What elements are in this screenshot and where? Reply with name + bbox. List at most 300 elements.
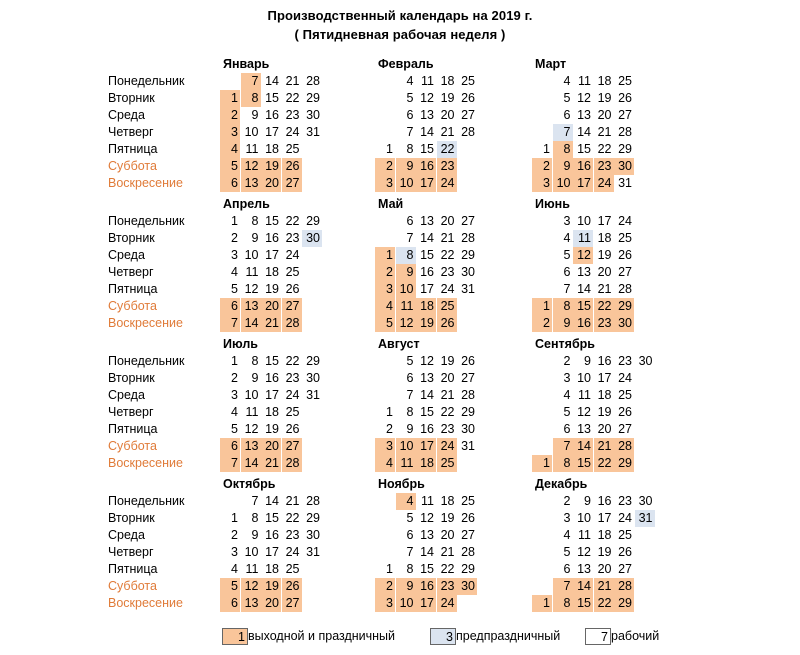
day-cell: 18 bbox=[265, 142, 279, 156]
day-cell: 27 bbox=[461, 108, 475, 122]
day-cell: 1 bbox=[231, 354, 238, 368]
weekday-label: Вторник bbox=[108, 91, 155, 105]
day-cell: 7 bbox=[220, 455, 240, 472]
day-cell: 20 bbox=[597, 422, 612, 436]
day-cell: 17 bbox=[265, 388, 279, 402]
day-cell: 5 bbox=[406, 91, 414, 105]
day-cell: 19 bbox=[440, 511, 455, 525]
day-cell: 24 bbox=[285, 545, 300, 559]
day-cell: 2 bbox=[220, 107, 240, 124]
day-cell: 21 bbox=[597, 125, 612, 139]
weekday-label: Суббота bbox=[108, 579, 157, 593]
weekday-label: Среда bbox=[108, 108, 145, 122]
day-cell: 11 bbox=[573, 230, 593, 247]
month-name: Август bbox=[378, 337, 420, 351]
day-cell: 12 bbox=[573, 247, 593, 264]
day-cell: 10 bbox=[244, 388, 259, 402]
day-cell: 5 bbox=[406, 511, 414, 525]
day-cell: 11 bbox=[245, 405, 259, 419]
day-cell: 8 bbox=[251, 354, 259, 368]
day-cell: 4 bbox=[563, 528, 571, 542]
day-cell: 31 bbox=[461, 439, 475, 453]
weekday-label: Воскресение bbox=[108, 456, 183, 470]
day-cell: 31 bbox=[306, 125, 320, 139]
day-cell: 8 bbox=[406, 142, 414, 156]
day-cell: 9 bbox=[584, 494, 591, 508]
day-cell: 24 bbox=[618, 371, 632, 385]
day-cell: 20 bbox=[597, 265, 612, 279]
day-cell: 12 bbox=[577, 91, 591, 105]
day-cell: 25 bbox=[285, 405, 300, 419]
day-cell: 25 bbox=[461, 494, 475, 508]
day-cell: 21 bbox=[285, 494, 300, 508]
day-cell: 19 bbox=[265, 422, 279, 436]
day-cell: 15 bbox=[265, 354, 279, 368]
day-cell: 31 bbox=[306, 545, 320, 559]
day-cell: 16 bbox=[416, 158, 436, 175]
day-cell: 23 bbox=[440, 265, 455, 279]
day-cell: 4 bbox=[231, 405, 238, 419]
day-cell: 6 bbox=[220, 438, 240, 455]
day-cell: 2 bbox=[532, 315, 552, 332]
weekday-label: Понедельник bbox=[108, 354, 185, 368]
day-cell: 8 bbox=[553, 595, 573, 612]
day-cell: 30 bbox=[306, 528, 320, 542]
day-cell: 28 bbox=[282, 315, 302, 332]
day-cell: 1 bbox=[532, 455, 552, 472]
day-cell: 6 bbox=[220, 175, 240, 192]
day-cell: 25 bbox=[618, 388, 632, 402]
day-cell: 7 bbox=[220, 315, 240, 332]
day-cell: 12 bbox=[420, 91, 434, 105]
day-cell: 25 bbox=[461, 74, 475, 88]
day-cell: 11 bbox=[245, 265, 259, 279]
day-cell: 24 bbox=[437, 438, 457, 455]
day-cell: 13 bbox=[420, 108, 434, 122]
day-cell: 29 bbox=[306, 91, 320, 105]
day-cell: 29 bbox=[461, 562, 475, 576]
day-cell: 15 bbox=[265, 214, 279, 228]
day-cell: 31 bbox=[306, 388, 320, 402]
weekday-label: Четверг bbox=[108, 125, 154, 139]
day-cell: 17 bbox=[265, 125, 279, 139]
day-cell: 7 bbox=[563, 282, 571, 296]
day-cell: 22 bbox=[285, 511, 300, 525]
day-cell: 6 bbox=[220, 298, 240, 315]
day-cell: 28 bbox=[461, 388, 475, 402]
weekday-label: Среда bbox=[108, 388, 145, 402]
day-cell: 3 bbox=[375, 438, 395, 455]
day-cell: 4 bbox=[563, 388, 571, 402]
day-cell: 29 bbox=[614, 298, 634, 315]
day-cell: 29 bbox=[306, 354, 320, 368]
day-cell: 17 bbox=[420, 282, 434, 296]
day-cell: 30 bbox=[638, 494, 653, 508]
day-cell: 29 bbox=[618, 142, 632, 156]
day-cell: 19 bbox=[597, 545, 612, 559]
day-cell: 5 bbox=[220, 158, 240, 175]
day-cell: 29 bbox=[614, 595, 634, 612]
day-cell: 28 bbox=[461, 125, 475, 139]
day-cell: 11 bbox=[578, 528, 591, 542]
day-cell: 15 bbox=[420, 405, 434, 419]
day-cell: 9 bbox=[553, 158, 573, 175]
day-cell: 11 bbox=[578, 388, 591, 402]
day-cell: 18 bbox=[597, 231, 612, 245]
day-cell: 22 bbox=[440, 248, 455, 262]
day-cell: 30 bbox=[638, 354, 653, 368]
day-cell: 9 bbox=[251, 108, 259, 122]
day-cell: 21 bbox=[440, 388, 455, 402]
day-cell: 7 bbox=[251, 494, 259, 508]
day-cell: 26 bbox=[282, 158, 302, 175]
day-cell: 7 bbox=[406, 545, 414, 559]
day-cell: 22 bbox=[440, 562, 455, 576]
weekday-label: Понедельник bbox=[108, 494, 185, 508]
day-cell: 19 bbox=[261, 158, 281, 175]
day-cell: 10 bbox=[244, 545, 259, 559]
day-cell: 29 bbox=[614, 455, 634, 472]
day-cell: 15 bbox=[573, 455, 593, 472]
day-cell: 14 bbox=[420, 231, 434, 245]
month-name: Июль bbox=[223, 337, 258, 351]
day-cell: 1 bbox=[543, 142, 550, 156]
day-cell: 26 bbox=[618, 545, 632, 559]
day-cell: 6 bbox=[563, 265, 571, 279]
day-cell: 8 bbox=[406, 562, 414, 576]
day-cell: 17 bbox=[265, 248, 279, 262]
day-cell: 17 bbox=[597, 511, 612, 525]
day-cell: 2 bbox=[563, 354, 571, 368]
weekday-label: Суббота bbox=[108, 299, 157, 313]
day-cell: 6 bbox=[406, 371, 414, 385]
day-cell: 17 bbox=[416, 438, 436, 455]
day-cell: 14 bbox=[420, 388, 434, 402]
day-cell: 19 bbox=[261, 578, 281, 595]
weekday-label: Пятница bbox=[108, 282, 158, 296]
day-cell: 18 bbox=[416, 455, 436, 472]
day-cell: 14 bbox=[573, 578, 593, 595]
day-cell: 5 bbox=[406, 354, 414, 368]
day-cell: 27 bbox=[461, 528, 475, 542]
weekday-label: Вторник bbox=[108, 371, 155, 385]
day-cell: 21 bbox=[440, 545, 455, 559]
day-cell: 16 bbox=[597, 494, 612, 508]
month-name: Октябрь bbox=[223, 477, 276, 491]
day-cell: 22 bbox=[594, 595, 614, 612]
day-cell: 26 bbox=[461, 511, 475, 525]
day-cell: 1 bbox=[386, 405, 393, 419]
day-cell: 19 bbox=[416, 315, 436, 332]
day-cell: 9 bbox=[584, 354, 591, 368]
day-cell: 21 bbox=[594, 578, 614, 595]
day-cell: 10 bbox=[577, 511, 591, 525]
day-cell: 25 bbox=[618, 231, 632, 245]
day-cell: 26 bbox=[461, 91, 475, 105]
day-cell: 1 bbox=[532, 595, 552, 612]
day-cell: 13 bbox=[577, 265, 591, 279]
day-cell: 23 bbox=[437, 158, 457, 175]
day-cell: 19 bbox=[440, 354, 455, 368]
day-cell: 19 bbox=[597, 248, 612, 262]
day-cell: 27 bbox=[461, 214, 475, 228]
day-cell: 14 bbox=[265, 74, 279, 88]
day-cell: 23 bbox=[285, 528, 300, 542]
day-cell: 3 bbox=[375, 281, 395, 298]
day-cell: 28 bbox=[461, 545, 475, 559]
day-cell: 18 bbox=[440, 494, 455, 508]
day-cell: 23 bbox=[594, 158, 614, 175]
day-cell: 25 bbox=[618, 528, 632, 542]
day-cell: 24 bbox=[594, 175, 614, 192]
day-cell: 12 bbox=[244, 282, 259, 296]
weekday-label: Вторник bbox=[108, 511, 155, 525]
day-cell: 28 bbox=[306, 494, 320, 508]
weekday-label: Пятница bbox=[108, 142, 158, 156]
day-cell: 2 bbox=[563, 494, 571, 508]
day-cell: 7 bbox=[553, 578, 573, 595]
day-cell: 20 bbox=[597, 562, 612, 576]
day-cell: 30 bbox=[461, 265, 475, 279]
day-cell: 7 bbox=[553, 124, 573, 141]
day-cell: 21 bbox=[440, 125, 455, 139]
day-cell: 1 bbox=[386, 142, 393, 156]
day-cell: 18 bbox=[416, 298, 436, 315]
day-cell: 12 bbox=[241, 158, 261, 175]
day-cell: 5 bbox=[375, 315, 395, 332]
day-cell: 23 bbox=[440, 422, 455, 436]
day-cell: 6 bbox=[563, 422, 571, 436]
day-cell: 23 bbox=[594, 315, 614, 332]
day-cell: 27 bbox=[618, 562, 632, 576]
day-cell: 21 bbox=[285, 74, 300, 88]
day-cell: 15 bbox=[577, 142, 591, 156]
day-cell: 9 bbox=[396, 264, 416, 281]
weekday-label: Воскресение bbox=[108, 316, 183, 330]
day-cell: 20 bbox=[261, 175, 281, 192]
day-cell: 9 bbox=[406, 422, 414, 436]
day-cell: 7 bbox=[406, 388, 414, 402]
day-cell: 31 bbox=[635, 510, 655, 527]
day-cell: 27 bbox=[618, 422, 632, 436]
day-cell: 5 bbox=[563, 405, 571, 419]
day-cell: 3 bbox=[231, 248, 238, 262]
day-cell: 26 bbox=[618, 91, 632, 105]
day-cell: 13 bbox=[420, 214, 434, 228]
day-cell: 24 bbox=[618, 214, 632, 228]
day-cell: 20 bbox=[261, 595, 281, 612]
day-cell: 9 bbox=[553, 315, 573, 332]
month-name: Февраль bbox=[378, 57, 434, 71]
day-cell: 2 bbox=[231, 231, 238, 245]
day-cell: 26 bbox=[285, 282, 300, 296]
day-cell: 18 bbox=[440, 74, 455, 88]
day-cell: 30 bbox=[306, 108, 320, 122]
day-cell: 7 bbox=[241, 73, 261, 90]
weekday-label: Суббота bbox=[108, 159, 157, 173]
day-cell: 12 bbox=[420, 511, 434, 525]
day-cell: 13 bbox=[241, 298, 261, 315]
day-cell: 10 bbox=[244, 248, 259, 262]
day-cell: 31 bbox=[614, 175, 634, 192]
day-cell: 14 bbox=[241, 455, 261, 472]
legend-swatch: 1 bbox=[222, 628, 248, 645]
day-cell: 16 bbox=[420, 265, 434, 279]
day-cell: 12 bbox=[577, 405, 591, 419]
day-cell: 7 bbox=[406, 231, 414, 245]
day-cell: 23 bbox=[285, 371, 300, 385]
weekday-label: Воскресение bbox=[108, 596, 183, 610]
day-cell: 10 bbox=[244, 125, 259, 139]
day-cell: 14 bbox=[577, 282, 591, 296]
day-cell: 16 bbox=[265, 528, 279, 542]
day-cell: 12 bbox=[396, 315, 416, 332]
day-cell: 27 bbox=[618, 108, 632, 122]
page-title: Производственный календарь на 2019 г. bbox=[267, 8, 533, 23]
day-cell: 13 bbox=[577, 108, 591, 122]
day-cell: 3 bbox=[563, 371, 571, 385]
day-cell: 28 bbox=[614, 438, 634, 455]
day-cell: 16 bbox=[573, 158, 593, 175]
day-cell: 10 bbox=[396, 595, 416, 612]
day-cell: 29 bbox=[306, 511, 320, 525]
day-cell: 4 bbox=[563, 231, 571, 245]
day-cell: 24 bbox=[285, 388, 300, 402]
page-subtitle: ( Пятидневная рабочая неделя ) bbox=[294, 27, 506, 42]
day-cell: 29 bbox=[306, 214, 320, 228]
day-cell: 10 bbox=[396, 438, 416, 455]
day-cell: 30 bbox=[306, 371, 320, 385]
day-cell: 2 bbox=[375, 578, 395, 595]
day-cell: 18 bbox=[597, 528, 612, 542]
legend-label: предпраздничный bbox=[456, 629, 561, 643]
day-cell: 13 bbox=[241, 175, 261, 192]
day-cell: 27 bbox=[282, 298, 302, 315]
legend-item-1 bbox=[222, 628, 395, 645]
day-cell: 2 bbox=[375, 264, 395, 281]
month-name: Январь bbox=[223, 57, 270, 71]
day-cell: 18 bbox=[265, 562, 279, 576]
legend-label: рабочий bbox=[611, 629, 660, 643]
day-cell: 4 bbox=[375, 298, 395, 315]
weekday-label: Понедельник bbox=[108, 74, 185, 88]
day-cell: 6 bbox=[406, 108, 414, 122]
day-cell: 24 bbox=[437, 175, 457, 192]
day-cell: 11 bbox=[396, 455, 416, 472]
day-cell: 14 bbox=[420, 545, 434, 559]
day-cell: 28 bbox=[461, 231, 475, 245]
day-cell: 9 bbox=[396, 578, 416, 595]
day-cell: 24 bbox=[285, 125, 300, 139]
day-cell: 26 bbox=[461, 354, 475, 368]
day-cell: 5 bbox=[231, 282, 238, 296]
day-cell: 14 bbox=[265, 494, 279, 508]
day-cell: 13 bbox=[420, 371, 434, 385]
legend-item-3 bbox=[585, 628, 659, 645]
day-cell: 3 bbox=[220, 124, 240, 141]
day-cell: 14 bbox=[573, 438, 593, 455]
day-cell: 15 bbox=[573, 298, 593, 315]
day-cell: 5 bbox=[231, 422, 238, 436]
day-cell: 19 bbox=[597, 91, 612, 105]
day-cell: 17 bbox=[416, 595, 436, 612]
day-cell: 27 bbox=[618, 265, 632, 279]
day-cell: 8 bbox=[396, 247, 416, 264]
day-cell: 13 bbox=[577, 422, 591, 436]
day-cell: 14 bbox=[420, 125, 434, 139]
weekday-label: Пятница bbox=[108, 562, 158, 576]
day-cell: 6 bbox=[220, 595, 240, 612]
day-cell: 2 bbox=[231, 371, 238, 385]
day-cell: 11 bbox=[421, 494, 434, 508]
day-cell: 8 bbox=[553, 141, 573, 158]
day-cell: 10 bbox=[577, 371, 591, 385]
day-cell: 26 bbox=[282, 578, 302, 595]
day-cell: 25 bbox=[285, 265, 300, 279]
day-cell: 27 bbox=[461, 371, 475, 385]
day-cell: 8 bbox=[251, 214, 259, 228]
day-cell: 13 bbox=[420, 528, 434, 542]
weekday-label: Вторник bbox=[108, 231, 155, 245]
day-cell: 22 bbox=[285, 91, 300, 105]
day-cell: 27 bbox=[282, 175, 302, 192]
day-cell: 12 bbox=[244, 422, 259, 436]
day-cell: 23 bbox=[618, 354, 632, 368]
day-cell: 20 bbox=[597, 108, 612, 122]
day-cell: 10 bbox=[396, 281, 416, 298]
day-cell: 4 bbox=[220, 141, 240, 158]
day-cell: 22 bbox=[285, 354, 300, 368]
day-cell: 26 bbox=[437, 315, 457, 332]
day-cell: 4 bbox=[406, 74, 414, 88]
day-cell: 3 bbox=[375, 175, 395, 192]
day-cell: 2 bbox=[386, 422, 393, 436]
day-cell: 21 bbox=[261, 315, 281, 332]
weekday-label: Понедельник bbox=[108, 214, 185, 228]
legend-label: выходной и праздничный bbox=[248, 629, 396, 643]
day-cell: 16 bbox=[420, 422, 434, 436]
day-cell: 16 bbox=[265, 231, 279, 245]
day-cell: 1 bbox=[375, 247, 395, 264]
day-cell: 14 bbox=[577, 125, 591, 139]
day-cell: 6 bbox=[563, 562, 571, 576]
day-cell: 3 bbox=[563, 214, 571, 228]
month-name: Сентябрь bbox=[535, 337, 595, 351]
day-cell: 20 bbox=[440, 214, 455, 228]
day-cell: 15 bbox=[420, 248, 434, 262]
day-cell: 2 bbox=[375, 158, 395, 175]
day-cell: 11 bbox=[245, 142, 259, 156]
day-cell: 9 bbox=[396, 158, 416, 175]
day-cell: 29 bbox=[461, 405, 475, 419]
day-cell: 3 bbox=[563, 511, 571, 525]
day-cell: 11 bbox=[578, 74, 591, 88]
day-cell: 18 bbox=[265, 265, 279, 279]
day-cell: 3 bbox=[231, 545, 238, 559]
day-cell: 18 bbox=[597, 388, 612, 402]
day-cell: 10 bbox=[396, 175, 416, 192]
day-cell: 24 bbox=[285, 248, 300, 262]
day-cell: 17 bbox=[597, 214, 612, 228]
day-cell: 1 bbox=[532, 298, 552, 315]
day-cell: 18 bbox=[265, 405, 279, 419]
day-cell: 20 bbox=[440, 108, 455, 122]
day-cell: 25 bbox=[285, 142, 300, 156]
day-cell: 27 bbox=[282, 438, 302, 455]
day-cell: 6 bbox=[563, 108, 571, 122]
day-cell: 15 bbox=[265, 91, 279, 105]
weekday-label: Пятница bbox=[108, 422, 158, 436]
